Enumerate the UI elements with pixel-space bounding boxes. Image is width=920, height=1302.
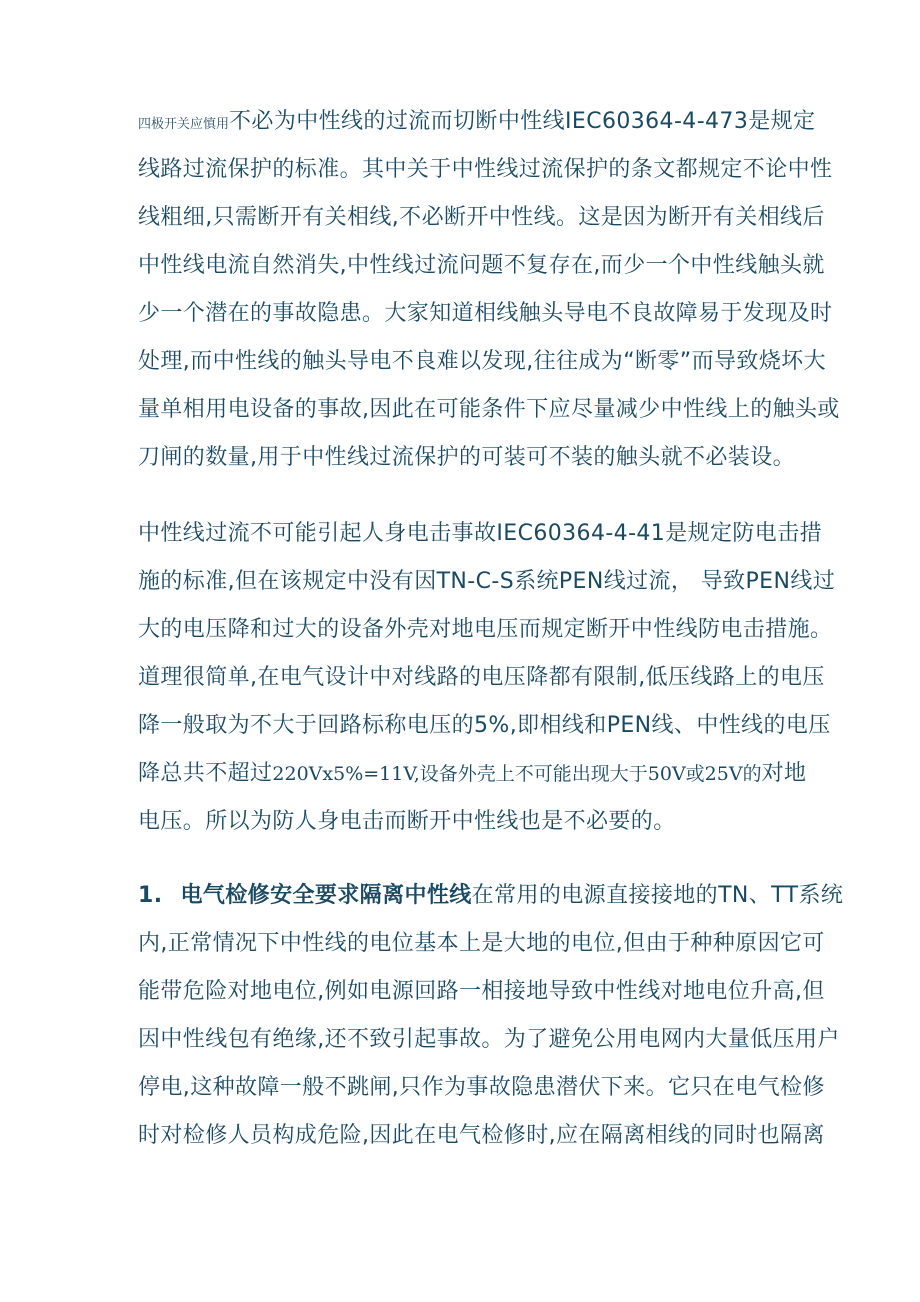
line-text: 线路过流保护的标准。其中关于中性线过流保护的条文都规定不论中性 [138, 157, 833, 182]
line-text: 量单相用电设备的事故,因此在可能条件下应尽量减少中性线上的触头或 [138, 397, 840, 422]
line-text: 大的电压降和过大的设备外壳对地电压而规定断开中性线防电击措施。 [138, 617, 833, 642]
line-text: 处理,而中性线的触头导电不良难以发现,往往成为“断零”而导致烧坏大 [138, 349, 826, 374]
line-text: 因中性线包有绝缘,还不致引起事故。为了避免公用电网内大量低压用户 [138, 1027, 840, 1052]
line-text: 少一个潜在的事故隐患。大家知道相线触头导电不良故障易于发现及时 [138, 301, 833, 326]
line-text: 不必为中性线的过流而切断中性线IEC60364-4-473是规定 [229, 109, 816, 134]
text-line [138, 102, 815, 142]
text-line [138, 198, 825, 238]
section-lead-text: 四极开关应慎用 [138, 117, 230, 132]
line-text: 能带危险对地电位,例如电源回路一相接地导致中性线对地电位升高,但 [138, 979, 825, 1004]
text-line [138, 438, 795, 478]
line-text: 中性线过流不可能引起人身电击事故IEC60364-4-41是规定防电击措 [138, 521, 823, 546]
text-line [138, 972, 825, 1012]
text-line [138, 246, 825, 286]
text-line [138, 610, 832, 650]
text-line [138, 802, 676, 842]
line-text: 降一般取为不大于回路标称电压的5%,即相线和PEN线、中性线的电压 [138, 713, 831, 738]
formula-text: 220Vx5%=11V,设备外壳上不可能出现大于50V或25V的 [272, 763, 762, 785]
line-text: 停电,这种故障一般不跳闸,只作为事故隐患潜伏下来。它只在电气检修 [138, 1075, 825, 1100]
text-line [138, 390, 840, 430]
line-text: 时对检修人员构成危险,因此在电气检修时,应在隔离相线的同时也隔离 [138, 1123, 825, 1148]
text-line [138, 1020, 840, 1060]
list-number: 1. [138, 883, 163, 908]
text-line [138, 754, 806, 794]
text-line [138, 294, 832, 334]
text-line [138, 342, 826, 382]
line-text: 中性线电流自然消失,中性线过流问题不复存在,而少一个中性线触头就 [138, 253, 825, 278]
section-heading-text: 电气检修安全要求隔离中性线 [180, 883, 472, 908]
text-line [138, 1068, 825, 1108]
line-text: 电压。所以为防人身电击而断开中性线也是不必要的。 [138, 809, 676, 834]
line-text: 内,正常情况下中性线的电位基本上是大地的电位,但由于种种原因它可 [138, 931, 825, 956]
text-line [138, 150, 832, 190]
text-line [138, 876, 843, 916]
line-text-tail: 对地 [761, 761, 807, 786]
line-text: 刀闸的数量,用于中性线过流保护的可装可不装的触头就不必装设。 [138, 445, 795, 470]
line-text: 道理很简单,在电气设计中对线路的电压降都有限制,低压线路上的电压 [138, 665, 825, 690]
line-text: 降总共不超过 [138, 761, 273, 786]
text-line [138, 1116, 825, 1156]
text-line [138, 562, 835, 602]
line-text: 线粗细,只需断开有关相线,不必断开中性线。这是因为断开有关相线后 [138, 205, 825, 230]
line-text: 施的标准,但在该规定中没有因TN-C-S系统PEN线过流， 导致PEN线过 [138, 569, 836, 594]
text-line [138, 706, 831, 746]
line-text: 在常用的电源直接接地的TN、TT系统 [471, 883, 844, 908]
text-line [138, 924, 825, 964]
text-line [138, 658, 825, 698]
text-line [138, 514, 822, 554]
